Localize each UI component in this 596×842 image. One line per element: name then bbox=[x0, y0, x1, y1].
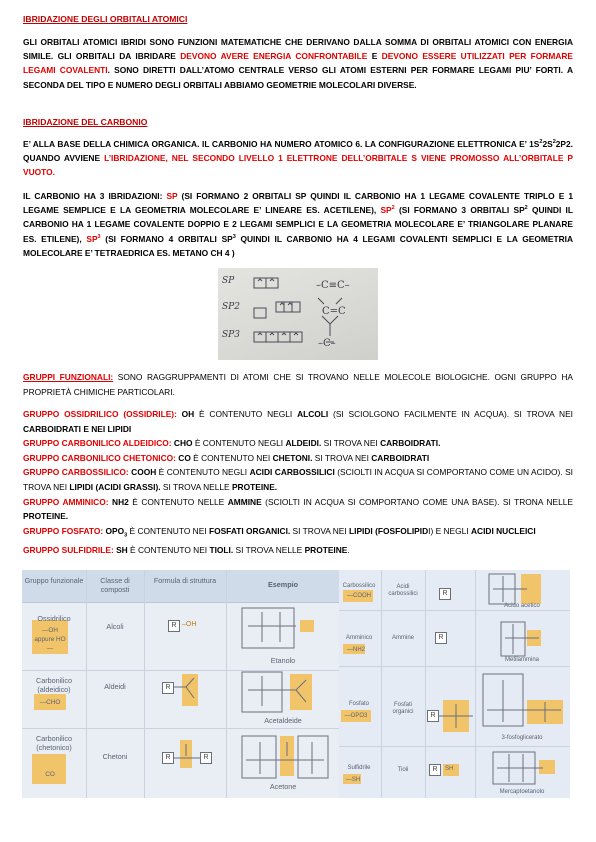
r-row2-sub: —NH2 bbox=[346, 647, 365, 653]
row3-r-box-right: R bbox=[200, 752, 212, 764]
r-row1-structure bbox=[487, 572, 557, 606]
r-row4-group: Sulfidrile bbox=[347, 765, 371, 771]
row3-formula bbox=[174, 738, 200, 774]
r-row3-class: Fosfati organici bbox=[392, 702, 414, 715]
row2-formula bbox=[172, 670, 212, 710]
r-row4-example: Mercaptoetanolo bbox=[499, 789, 545, 795]
r-row2-r-box: R bbox=[435, 632, 447, 644]
r-row3-r-box: R bbox=[427, 710, 439, 722]
r-row4-r-box: R bbox=[429, 764, 441, 776]
row1-oh: –OH bbox=[182, 621, 197, 628]
sketch-label-sp2: SP2 bbox=[222, 302, 240, 312]
section-title-ibridazione-carbonio: IBRIDAZIONE DEL CARBONIO bbox=[23, 117, 148, 127]
r-row3-sub: —OPO3 bbox=[344, 713, 368, 719]
paragraph-gruppi-funzionali: GRUPPI FUNZIONALI: SONO RAGGRUPPAMENTI DI ATOMI CHE SI TROVANO NELLE MOLECOLE BIOLOGICHE. OGNI GRUPPO HA PROPRIETÀ CHIMICHE PARTICOLARI. bbox=[23, 372, 573, 397]
sketch-formula-double: C=C bbox=[322, 306, 346, 317]
r-row4-class: Tioli bbox=[397, 767, 409, 773]
r-row4-sub: —SH bbox=[345, 777, 361, 783]
sketch-label-sp: SP bbox=[222, 276, 235, 286]
row3-structure bbox=[240, 734, 330, 782]
r-row3-structure bbox=[479, 670, 567, 732]
r-row2-example: Metilammina bbox=[504, 657, 539, 663]
r-row1-r-box: R bbox=[439, 588, 451, 600]
group-carbossilico: GRUPPO CARBOSSILICO: COOH È CONTENUTO NEGLI ACIDI CARBOSSILICI (SCIOLTI IN ACQUA SI COMPORTANO COME UN ACIDO). SI TROVA NEI LIPIDI (ACIDI GRASSI). SI TROVA NELLE PROTEINE. bbox=[23, 467, 573, 492]
group-amminico: GRUPPO AMMINICO: NH2 È CONTENUTO NELLE AMMINE (SCIOLTI IN ACQUA SI COMPORTANO COME UNA BASE). SI TRONA NELLE PROTEINE. bbox=[23, 496, 573, 522]
r-row1-example: Acido acetico bbox=[504, 603, 540, 609]
r-row1-sub: —COOH bbox=[347, 593, 371, 599]
row1-r-box: R bbox=[168, 620, 180, 632]
functional-groups-table-right bbox=[339, 570, 570, 798]
row3-example: Acetone bbox=[269, 782, 297, 791]
r-row1-class: Acidi carbossilici bbox=[388, 584, 418, 597]
row2-structure bbox=[240, 670, 330, 716]
header-gruppo: Gruppo funzionale bbox=[24, 576, 84, 585]
r-row2-class: Ammine bbox=[391, 635, 414, 641]
row2-example: Acetaldeide bbox=[264, 716, 302, 725]
r-row1-group: Carbossilico bbox=[342, 583, 376, 589]
r-row2-structure bbox=[499, 620, 559, 660]
r-row3-example: 3-fosfoglicerato bbox=[501, 735, 543, 741]
row1-structure bbox=[240, 604, 330, 654]
group-ossidrilico: GRUPPO OSSIDRILICO (OSSIDRILE): OH È CONTENUTO NEGLI ALCOLI (SI SCIOLGONO FACILMENTE IN ACQUA). SI TROVA NEI CARBOIDRATI E NEI LIPIDI bbox=[23, 409, 573, 434]
row3-class: Chetoni bbox=[102, 752, 128, 761]
row3-group: Carbonilico (chetonico) bbox=[36, 734, 72, 752]
group-fosfato: GRUPPO FOSFATO: $OPO_3$ È CONTENUTO NEI FOSFATI ORGANICI. SI TROVA NEI LIPIDI (FOSFOLIPIDI) E NEGLI ACIDI NUCLEICI bbox=[23, 525, 536, 539]
paragraph-orbitali-ibridi: GLI ORBITALI ATOMICI IBRIDI SONO FUNZIONI MATEMATICHE CHE DERIVANO DALLA SOMMA DI ORBITALI ATOMICI CON ENERGIA SIMILE. GLI ORBITALI DA IBRIDARE DEVONO AVERE ENERGIA CONFRONTABILE E DEVONO ESSERE UTILIZZATI PER FORMARE LEGAMI COVALENTI. SONO DIRETTI DALL’ATOMO CENTRALE VERSO GLI ATOMI ESTERNI PER FORMARE LEGAMI PIU’ FORTI. A SECONDA DEL TIPO E NUMERO DEGLI ORBITALI ABBIAMO GEOMETRIE MOLECOLARI DIVERSE. bbox=[23, 37, 573, 90]
r-row3-group: Fosfato bbox=[348, 701, 369, 707]
group-sulfidrile: GRUPPO SULFIDRILE: SH È CONTENUTO NEI TIOLI. SI TROVA NELLE PROTEINE. bbox=[23, 545, 350, 556]
header-esempio: Esempio bbox=[268, 580, 298, 589]
paragraph-configurazione-carbonio: E’ ALLA BASE DELLA CHIMICA ORGANICA. IL CARBONIO HA NUMERO ATOMICO 6. LA CONFIGURAZIONE ELETTRONICA E’ $1S^22S^22P2$. QUANDO AVVIENE L’IBRIDAZIONE, NEL SECONDO LIVELLO 1 ELETTRONE DELL’ORBITALE S VIENE PROMOSSO ALL’ORBITALE P VUOTO. bbox=[23, 139, 573, 178]
row2-sub: —CHO bbox=[39, 699, 61, 706]
sketch-formula-triple: –C≡C– bbox=[316, 280, 350, 291]
group-chetonico: GRUPPO CARBONILICO CHETONICO: CO È CONTENUTO NEI CHETONI. SI TROVA NEI CARBOIDRATI bbox=[23, 452, 430, 463]
row1-sub: —OH appure HO— bbox=[34, 627, 66, 652]
row3-sub: CO bbox=[45, 771, 55, 778]
group-aldeidico: GRUPPO CARBONILICO ALDEIDICO: CHO È CONTENUTO NEGLI ALDEIDI. SI TROVA NEI CARBOIDRATI. bbox=[23, 438, 441, 449]
r-row4-structure bbox=[489, 750, 559, 788]
r-row4-sh: SH bbox=[445, 766, 454, 772]
row2-class: Aldeidi bbox=[104, 682, 126, 691]
section-title-ibridazione-orbitali: IBRIDAZIONE DEGLI ORBITALI ATOMICI bbox=[23, 14, 188, 24]
row1-class: Alcoli bbox=[106, 622, 124, 631]
hybridization-sketch-photo bbox=[218, 268, 378, 360]
functional-groups-table-left bbox=[22, 570, 339, 798]
sketch-label-sp3: SP3 bbox=[222, 330, 240, 340]
r-row2-group: Amminico bbox=[345, 635, 373, 641]
row1-example: Etanolo bbox=[270, 656, 296, 665]
functional-groups-list bbox=[23, 407, 573, 558]
header-classe: Classe di composti bbox=[100, 576, 130, 594]
row2-group: Carbonilico (aldeidico) bbox=[36, 676, 72, 694]
row1-group: Ossidrilico bbox=[37, 614, 71, 623]
header-formula: Formula di struttura bbox=[153, 576, 217, 585]
row3-r-box-left: R bbox=[162, 752, 174, 764]
paragraph-tre-ibridazioni: IL CARBONIO HA 3 IBRIDAZIONI: SP (SI FORMANO 2 ORBITALI SP QUINDI IL CARBONIO HA 1 LEGAME COVALENTE TRIPLO E 1 LEGAME SEMPLICE E LA GEOMETRIA MOLECOLARE E’ LINEARE ES. ACETILENE), $SP^2$ (SI FORMANO 3 ORBITALI $SP^2$ QUINDI IL CARBONIO HA 1 LEGAME COVALENTE DOPPIO E 2 LEGAMI SEMPLICI E LA GEOMETRIA MOLECOLARE E’ TRIANGOLARE PLANARE ES. ETILENE), $SP^3$ (SI FORMANO 4 ORBITALI $SP^3$ QUINDI IL CARBONIO HA 4 LEGAMI COVALENTI SEMPLICI E LA GEOMETRIA MOLECOLARE E’ TETRAEDRICA ES. METANO CH 4 ) bbox=[23, 191, 574, 258]
sketch-formula-single: –C– bbox=[318, 338, 336, 349]
row2-r-box: R bbox=[162, 682, 174, 694]
r-row3-formula bbox=[439, 696, 473, 736]
